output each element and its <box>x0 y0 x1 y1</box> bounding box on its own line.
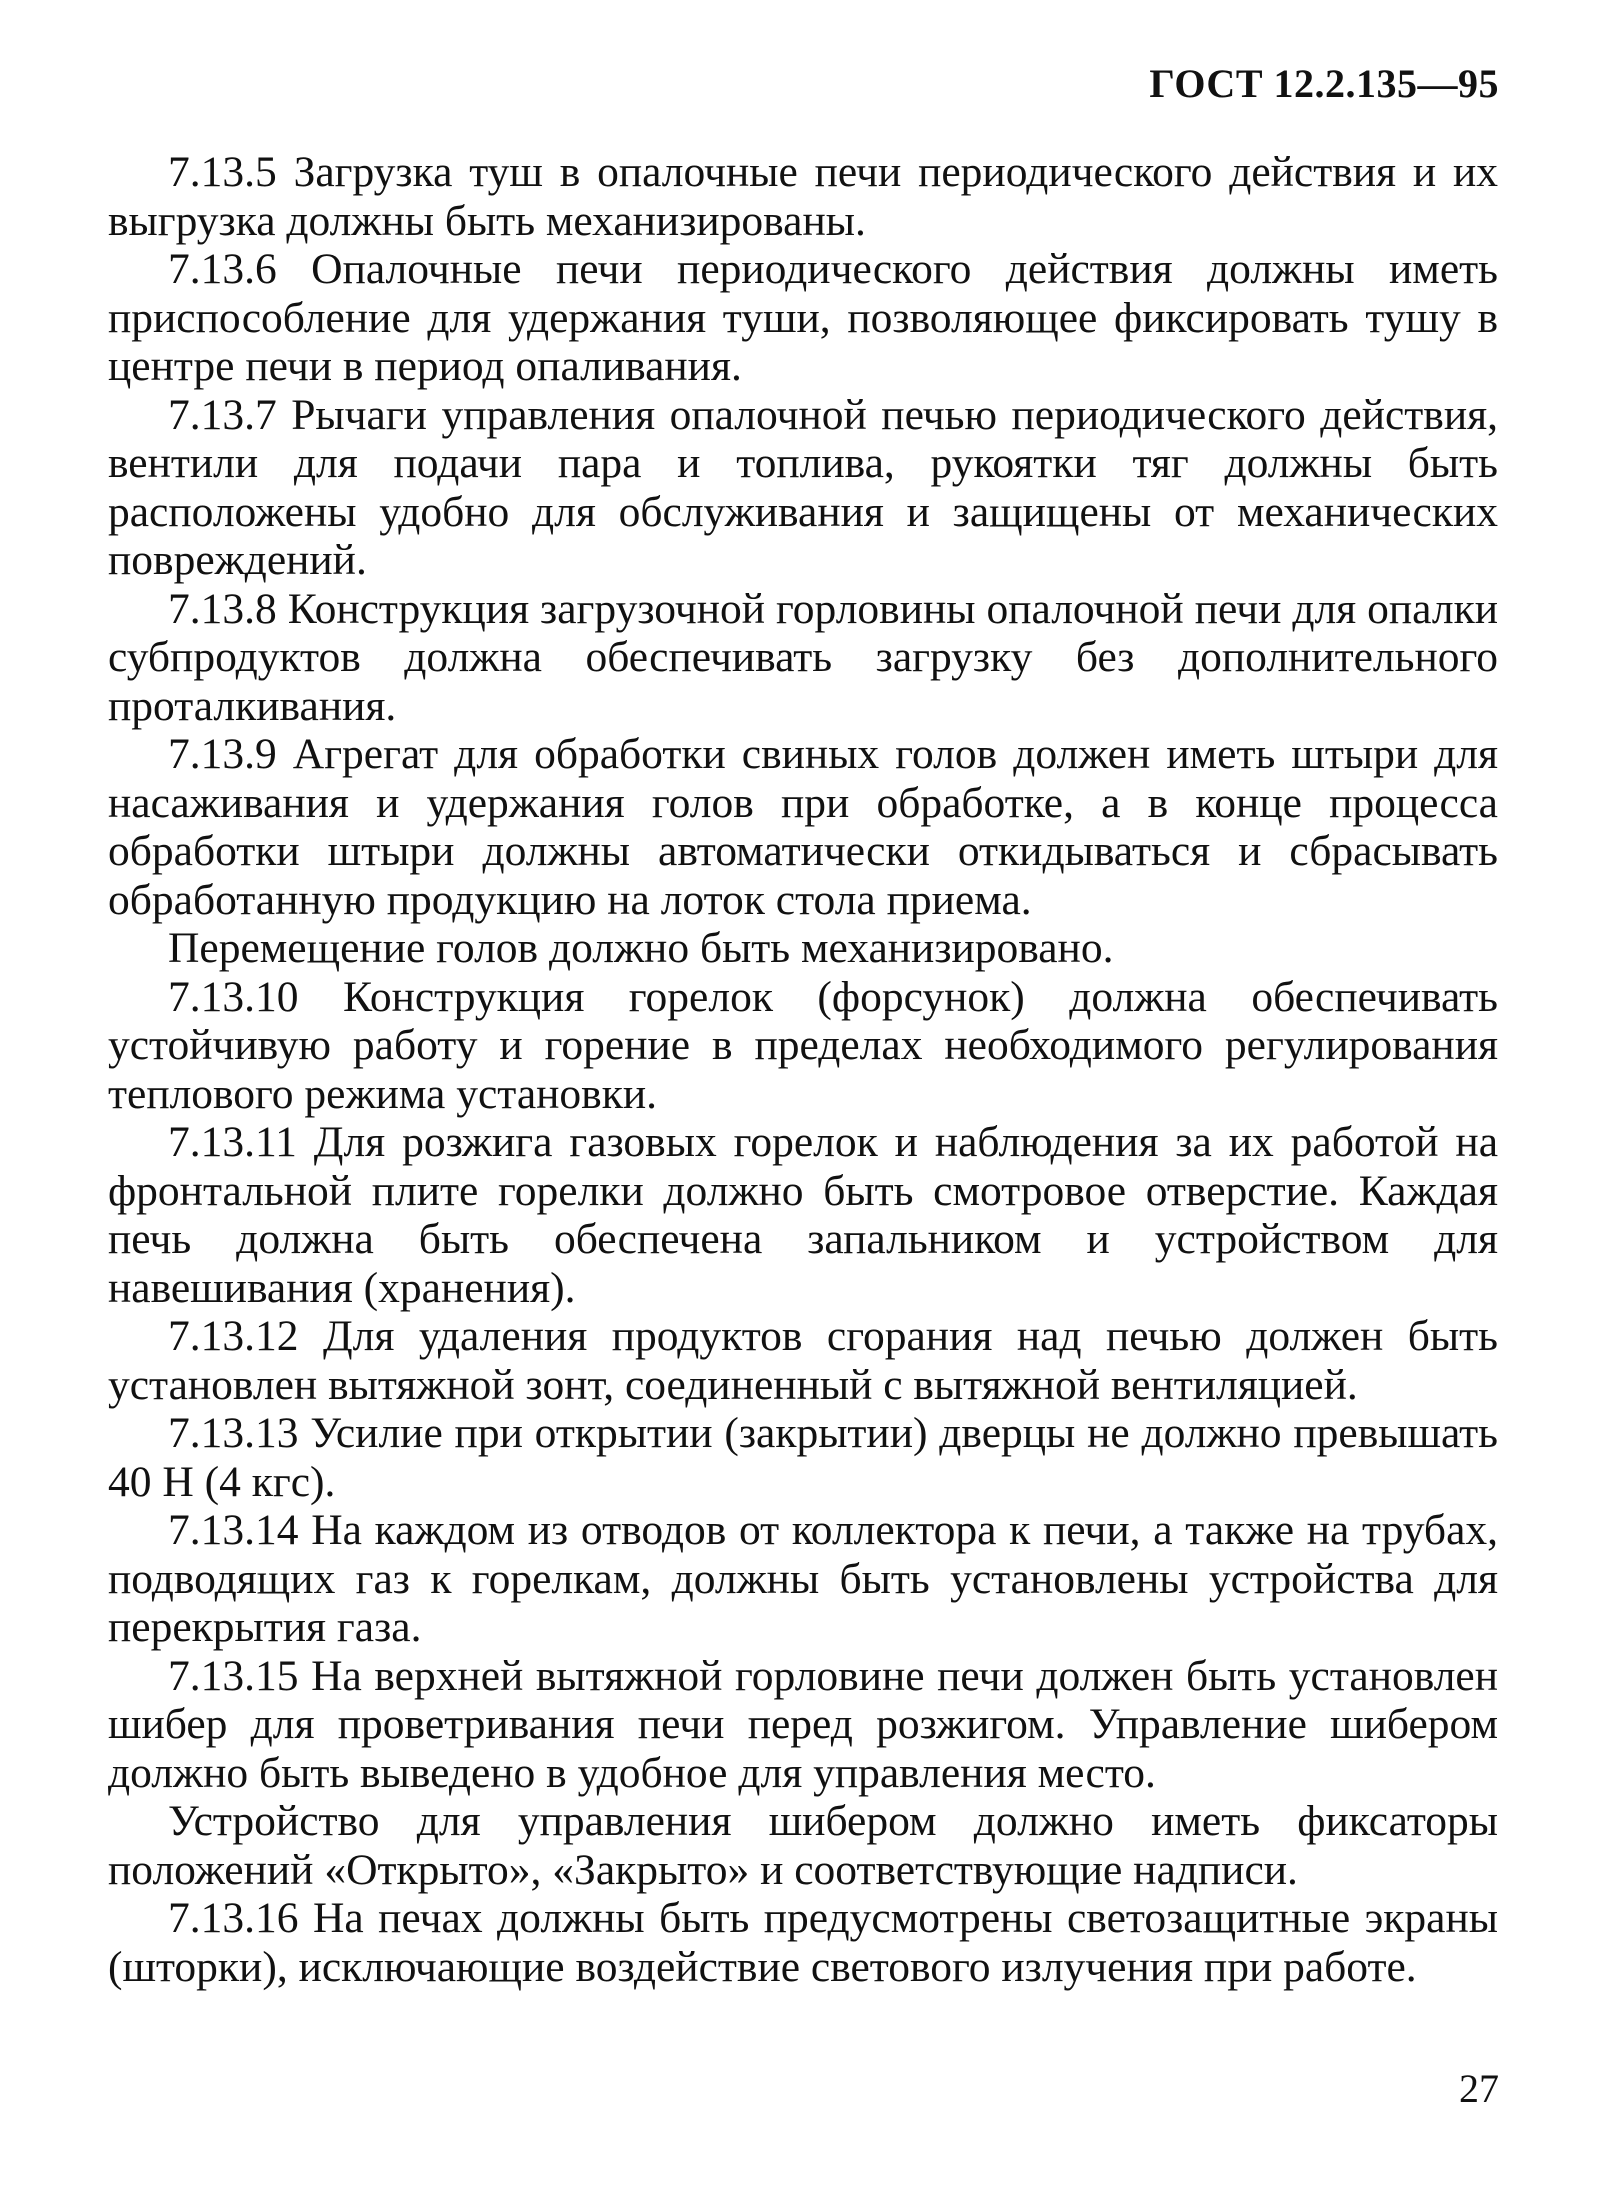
paragraph-7-13-10: 7.13.10 Конструкция горелок (форсунок) должна обеспечивать устойчивую работу и горение в пределах необходимого регулирования теплового режима установки. <box>108 972 1498 1118</box>
document-body <box>108 148 1498 1991</box>
paragraph-7-13-12: 7.13.12 Для удаления продуктов сгорания над печью должен быть установлен вытяжной зонт, соединенный с вытяжной вентиляцией. <box>108 1312 1498 1409</box>
paragraph-7-13-13: 7.13.13 Усилие при открытии (закрытии) дверцы не должно превышать 40 Н (4 кгс). <box>108 1409 1498 1506</box>
paragraph-7-13-9-continued: Перемещение голов должно быть механизировано. <box>168 924 1114 972</box>
paragraph-7-13-16: 7.13.16 На печах должны быть предусмотрены светозащитные экраны (шторки), исключающие воздействие светового излучения при работе. <box>108 1894 1498 1991</box>
paragraph-7-13-15: 7.13.15 На верхней вытяжной горловине печи должен быть установлен шибер для проветривания печи перед розжигом. Управление шибером должно быть выведено в удобное для управления место. <box>108 1651 1498 1797</box>
paragraph-7-13-6: 7.13.6 Опалочные печи периодического действия должны иметь приспособление для удержания туши, позволяющее фиксировать тушу в центре печи в период опаливания. <box>108 245 1498 390</box>
document-header-code: ГОСТ 12.2.135—95 <box>1149 61 1499 106</box>
paragraph-7-13-11: 7.13.11 Для розжига газовых горелок и наблюдения за их работой на фронтальной плите горелки должно быть смотровое отверстие. Каждая печь должна быть обеспечена запальником и устройством для навешивания (хранения). <box>108 1118 1498 1312</box>
paragraph-7-13-7: 7.13.7 Рычаги управления опалочной печью периодического действия, вентили для подачи пара и топлива, рукоятки тяг должны быть расположены удобно для обслуживания и защищены от механических повреждений. <box>108 390 1498 584</box>
paragraph-7-13-5: 7.13.5 Загрузка туш в опалочные печи периодического действия и их выгрузка должны быть механизированы. <box>108 148 1498 245</box>
paragraph-7-13-14: 7.13.14 На каждом из отводов от коллектора к печи, а также на трубах, подводящих газ к горелкам, должны быть установлены устройства для перекрытия газа. <box>108 1506 1498 1651</box>
paragraph-7-13-9: 7.13.9 Агрегат для обработки свиных голов должен иметь штыри для насаживания и удержания голов при обработке, а в конце процесса обработки штыри должны автоматически откидываться и сбрасывать обработанную продукцию на лоток стола приема. <box>108 730 1498 924</box>
paragraph-7-13-8: 7.13.8 Конструкция загрузочной горловины опалочной печи для опалки субпродуктов должна обеспечивать загрузку без дополнительного проталкивания. <box>108 584 1498 730</box>
page-number: 27 <box>1459 2066 1499 2111</box>
paragraph-7-13-15-continued: Устройство для управления шибером должно иметь фиксаторы положений «Открыто», «Закрыто» и соответствующие надписи. <box>108 1797 1498 1894</box>
